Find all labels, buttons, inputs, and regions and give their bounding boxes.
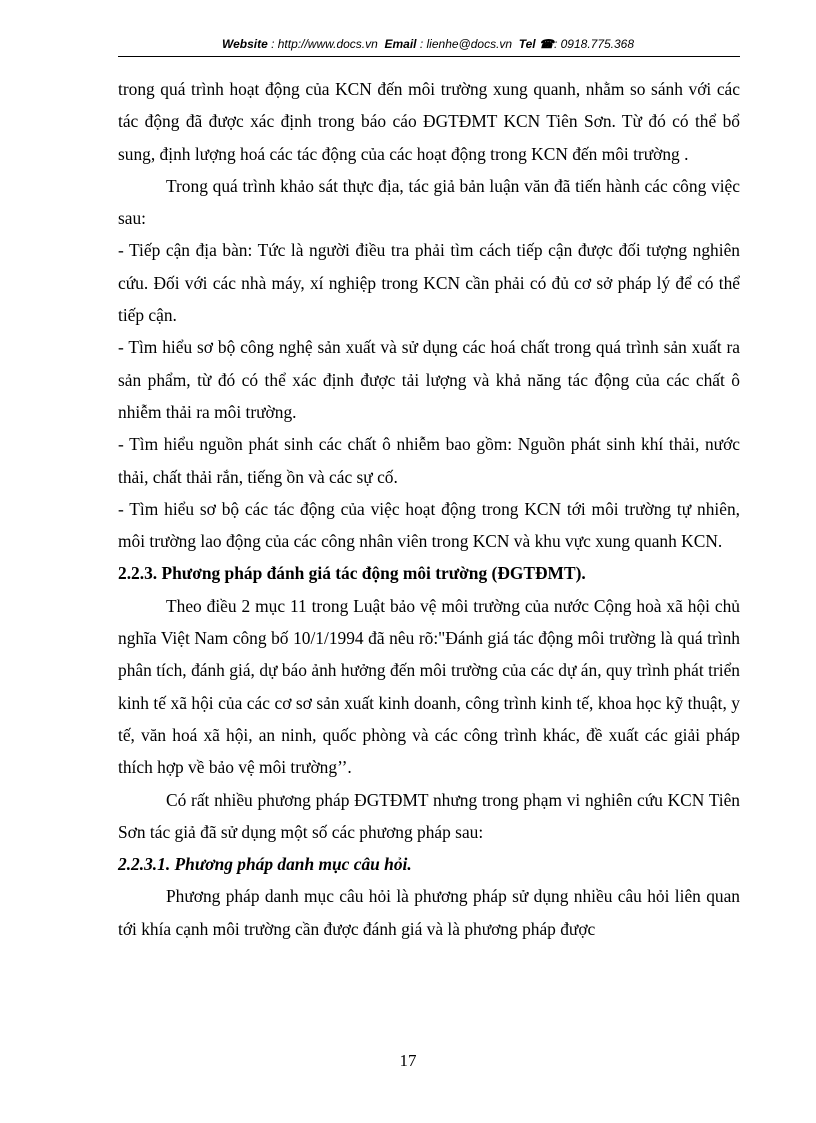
paragraph-methods: Có rất nhiều phương pháp ĐGTĐMT nhưng trong phạm vi nghiên cứu KCN Tiên Sơn tác giả đã sử dụng một số các phương pháp sau: [118,789,740,842]
page-number: 17 [399,1051,417,1070]
paragraph-intro: trong quá trình hoạt động của KCN đến môi trường xung quanh, nhằm so sánh với các tác động đã được xác định trong báo cáo ĐGTĐMT KCN Tiên Sơn. Từ đó có thể bổ sung, định lượng hoá các tác động của các hoạt động trong KCN đến môi trường . [118,79,740,164]
email-value: : lienhe@docs.vn [419,37,513,51]
website-value: : http://www.docs.vn [271,37,378,51]
tel-value: : 0918.775.368 [553,37,635,51]
subsection-heading: 2.2.3.1. Phương pháp danh mục câu hỏi. [118,854,412,875]
tel-label: Tel [518,37,536,51]
bullet-technology: - Tìm hiểu sơ bộ công nghệ sản xuất và sử dụng các hoá chất trong quá trình sản xuất ra sản phẩm, từ đó có thể xác định được tải lượng và khả năng tác động của các chất ô nhiễm thải ra môi trường. [118,337,740,422]
bullet-sources: - Tìm hiểu nguồn phát sinh các chất ô nhiễm bao gồm: Nguồn phát sinh khí thải, nước thải, chất thải rắn, tiếng ồn và các sự cố. [118,434,740,487]
bullet-access: - Tiếp cận địa bàn: Tức là người điều tra phải tìm cách tiếp cận được đối tượng nghiên cứu. Đối với các nhà máy, xí nghiệp trong KCN cần phải có đủ cơ sở pháp lý để có thể tiếp cận. [118,240,740,326]
page-header [118,37,738,55]
paragraph-law: Theo điều 2 mục 11 trong Luật bảo vệ môi trường của nước Cộng hoà xã hội chủ nghĩa Việt Nam công bố 10/1/1994 đã nêu rõ:"Đánh giá tác động môi trường là quá trình phân tích, đánh giá, dự báo ảnh hưởng đến môi trường của các dự án, quy trình phát triển kinh tế xã hội của các cơ sơ sản xuất kinh doanh, công trình kinh tế, khoa học kỹ thuật, y tế, văn hoá xã hội, an ninh, quốc phòng và các công trình khác, đề xuất các giải pháp thích hợp về bảo vệ môi trường’’. [118,595,740,778]
header-rule [118,56,740,57]
phone-icon: ☎ [539,37,554,51]
paragraph-checklist: Phương pháp danh mục câu hỏi là phương pháp sử dụng nhiều câu hỏi liên quan tới khía cạnh môi trường cần được đánh giá và là phương pháp được [118,886,740,939]
bullet-impacts: - Tìm hiểu sơ bộ các tác động của việc hoạt động trong KCN tới môi trường tự nhiên, môi trường lao động của các công nhân viên trong KCN và khu vực xung quanh KCN. [118,498,740,552]
page-body [118,73,740,945]
paragraph-survey: Trong quá trình khảo sát thực địa, tác giả bản luận văn đã tiến hành các công việc sau: [118,175,740,229]
section-heading: 2.2.3. Phương pháp đánh giá tác động môi trường (ĐGTĐMT). [118,563,586,584]
website-label: Website [221,37,268,51]
email-label: Email [384,37,417,51]
